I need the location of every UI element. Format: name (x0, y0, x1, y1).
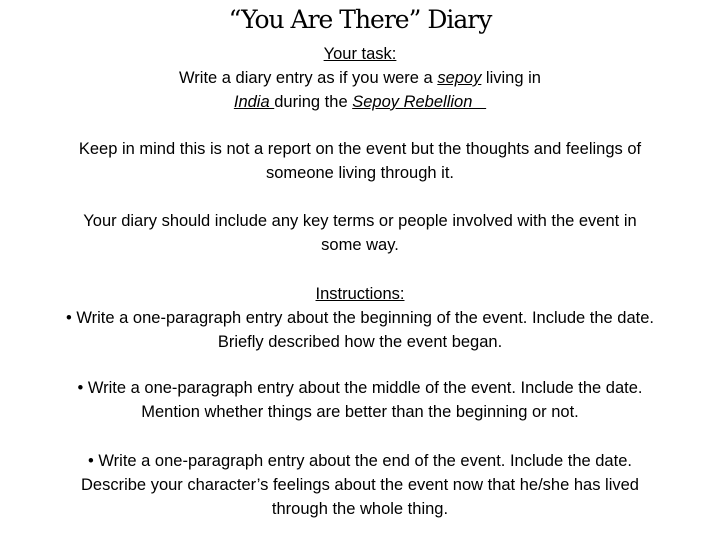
instruction-item-beginning (0, 306, 720, 354)
key-terms-line-2: some way. (321, 236, 399, 254)
instruction-2-line-1: • Write a one-paragraph entry about the middle of the event. Include the date. (77, 379, 643, 397)
reminder-line-1: Keep in mind this is not a report on the event but the thoughts and feelings of (78, 140, 642, 158)
reminder-paragraph (0, 137, 720, 185)
instruction-3-line-3: through the whole thing. (271, 500, 449, 518)
reminder-line-2: someone living through it. (265, 164, 455, 182)
instruction-1-line-2: Briefly described how the event began. (217, 333, 503, 351)
term-sepoy: sepoy (437, 69, 482, 87)
term-india: India (233, 93, 275, 111)
instruction-2-line-2: Mention whether things are better than the beginning or not. (141, 403, 579, 421)
title-close-quote: ” (408, 5, 421, 34)
task-line-1 (0, 66, 720, 90)
key-terms-paragraph (0, 209, 720, 257)
title-suffix: Diary (420, 5, 492, 34)
task-line1-pre: Write a diary entry as if you were a (179, 69, 438, 87)
task-line-2 (0, 90, 720, 114)
title-main: You Are There (241, 5, 409, 34)
task-line2-mid: during the (274, 93, 353, 111)
title-open-quote: “ (228, 5, 242, 34)
instruction-3-line-1: • Write a one-paragraph entry about the end of the event. Include the date. (88, 452, 632, 470)
instruction-1-line-1: • Write a one-paragraph entry about the beginning of the event. Include the date. (66, 309, 654, 327)
instruction-item-middle (0, 376, 720, 424)
term-sepoy-rebellion: Sepoy Rebellion (352, 93, 487, 111)
page-title (0, 4, 720, 36)
instruction-item-end (0, 449, 720, 521)
task-section (0, 42, 720, 114)
instructions-section (0, 282, 720, 354)
task-heading: Your task: (323, 45, 397, 63)
key-terms-line-1: Your diary should include any key terms or people involved with the event in (83, 212, 637, 230)
instruction-3-line-2: Describe your character’s feelings about the event now that he/she has lived (81, 476, 639, 494)
task-line1-post: living in (481, 69, 541, 87)
instructions-heading: Instructions: (315, 285, 405, 303)
